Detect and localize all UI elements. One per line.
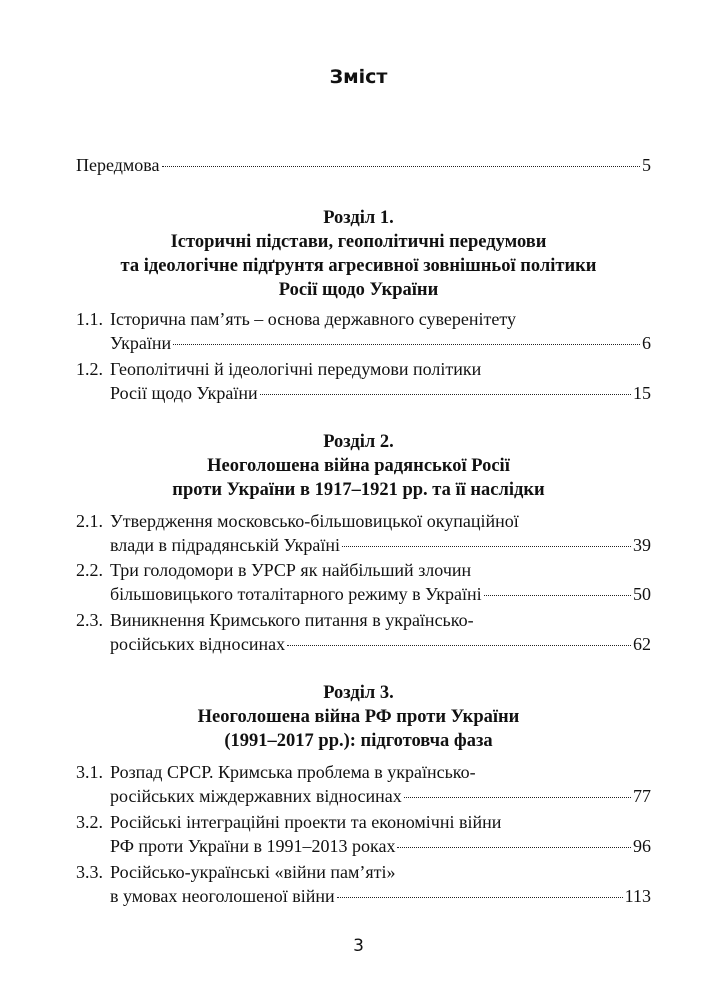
page-ref: 50	[633, 584, 651, 604]
entry-number: 3.2.	[76, 812, 103, 832]
entry-text: Передмова	[76, 155, 160, 175]
page-ref: 6	[642, 333, 651, 353]
page-ref: 39	[633, 535, 651, 555]
entry-text: Розпад СРСР. Кримська проблема в українсько-	[110, 762, 476, 782]
dot-leader	[337, 897, 623, 898]
entry-text: Історична пам’ять – основа державного суверенітету	[110, 309, 516, 329]
section-title-line: (1991–2017 рр.): підготовча фаза	[224, 731, 493, 751]
entry-number: 3.1.	[76, 762, 103, 782]
dot-leader	[173, 344, 640, 345]
entry-text: Виникнення Кримського питання в українсько-	[110, 610, 474, 630]
page-ref: 96	[633, 836, 651, 856]
section-title-line: та ідеологічне підґрунтя агресивної зовнішньої політики	[120, 256, 597, 276]
entry-number: 2.2.	[76, 560, 103, 580]
toc-entry-1-1[interactable]	[76, 307, 651, 355]
entry-text-cont: більшовицького тоталітарного режиму в Україні	[110, 584, 482, 604]
entry-text-cont: Росії щодо України	[110, 383, 258, 403]
entry-number: 1.2.	[76, 359, 103, 379]
page-ref: 77	[633, 786, 651, 806]
section-heading-3	[40, 681, 677, 753]
entry-number: 3.3.	[76, 862, 103, 882]
page-number: 3	[353, 936, 364, 956]
dot-leader	[397, 847, 631, 848]
entry-text: Російсько-українські «війни пам’яті»	[110, 862, 396, 882]
entry-text: Три голодомори в УРСР як найбільший злочин	[110, 560, 472, 580]
section-title-line: Неоголошена війна радянської Росії	[207, 456, 510, 476]
page-ref: 15	[633, 383, 651, 403]
toc-entry-preface[interactable]	[76, 153, 651, 177]
dot-leader	[484, 595, 631, 596]
entry-text: Утвердження московсько-більшовицької окупаційної	[110, 511, 519, 531]
entry-text-cont: російських відносинах	[110, 634, 286, 654]
toc-entry-2-2[interactable]	[76, 558, 651, 606]
section-title-line: Росії щодо України	[278, 280, 439, 300]
entry-number: 2.3.	[76, 610, 103, 630]
toc-entry-3-3[interactable]	[76, 860, 651, 908]
toc-entry-3-1[interactable]	[76, 760, 651, 808]
toc-entry-1-2[interactable]	[76, 357, 651, 405]
entry-text: Геополітичні й ідеологічні передумови політики	[110, 359, 482, 379]
dot-leader	[162, 166, 640, 167]
section-title-line: проти України в 1917–1921 рр. та її наслідки	[172, 480, 545, 500]
toc-entry-3-2[interactable]	[76, 810, 651, 858]
page-title: Зміст	[329, 66, 388, 88]
dot-leader	[260, 394, 631, 395]
section-number: Розділ 3.	[323, 683, 394, 703]
toc-entry-2-1[interactable]	[76, 509, 651, 557]
dot-leader	[287, 645, 631, 646]
entry-text-cont: російських міждержавних відносинах	[110, 786, 402, 806]
entry-text-cont: РФ проти України в 1991–2013 роках	[110, 836, 396, 856]
entry-text: Російські інтеграційні проекти та економічні війни	[110, 812, 502, 832]
entry-number: 1.1.	[76, 309, 103, 329]
page-ref: 113	[624, 886, 651, 906]
entry-text-cont: влади в підрадянській Україні	[110, 535, 340, 555]
section-heading-1	[40, 206, 677, 302]
entry-text-cont: в умовах неоголошеної війни	[110, 886, 335, 906]
entry-number: 2.1.	[76, 511, 103, 531]
page-ref: 5	[642, 155, 651, 175]
page-ref: 62	[633, 634, 651, 654]
section-number: Розділ 2.	[323, 432, 394, 452]
dot-leader	[404, 797, 631, 798]
toc-entry-2-3[interactable]	[76, 608, 651, 656]
section-title-line: Неоголошена війна РФ проти України	[197, 707, 520, 727]
dot-leader	[342, 546, 631, 547]
section-title-line: Історичні підстави, геополітичні передумови	[170, 232, 547, 252]
section-number: Розділ 1.	[323, 208, 394, 228]
section-heading-2	[40, 430, 677, 502]
entry-text-cont: України	[110, 333, 172, 353]
